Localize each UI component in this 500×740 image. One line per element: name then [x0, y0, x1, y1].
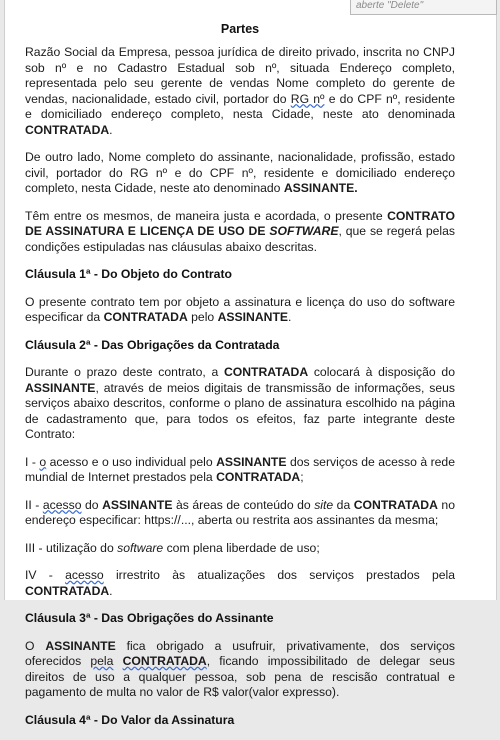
clause-2-item-i: I - o acesso e o uso individual pelo ASSINANTE dos serviços de acesso à rede mundial de Internet prestados pela CONTRATADA; [25, 454, 455, 484]
clause-3-text: O ASSINANTE fica obrigado a usufruir, privativamente, dos serviços oferecidos pela CONTRATADA, ficando impossibilitado de delegar seus direitos de uso a qualquer pessoa, sob pena de rescisão contratual e pagamento de multa no valor de R$ valor(valor expresso). [25, 638, 455, 699]
clause-2-intro: Durante o prazo deste contrato, a CONTRATADA colocará à disposição do ASSINANTE, através de meios digitais de transmissão de informações, seus serviços abaixo descritos, conforme o plano de assinatura escolhido na página de cadastramento que, para todos os efeitos, faz parte integrante deste Contrato: [25, 365, 455, 441]
comment-text: aberte "Delete" [356, 0, 424, 11]
clause-4-heading: Cláusula 4ª - Do Valor da Assinatura [25, 712, 235, 727]
document-page [4, 0, 497, 727]
spell-flag-acesso[interactable]: acesso [42, 497, 82, 512]
clause-1-text: O presente contrato tem por objeto a assinatura e licença do uso do software especificar da CONTRATADA pelo ASSINANTE. [25, 294, 455, 324]
spell-flag-pela[interactable]: pela [90, 654, 114, 668]
document-title: Partes [220, 22, 260, 36]
spell-flag-contratada[interactable]: CONTRATADA [122, 654, 207, 668]
paragraph-contratada-party: Razão Social da Empresa, pessoa jurídica de direito privado, inscrita no CNPJ sob nº e no Cadastro Estadual sob nº, situada Endereço completo, representada pelo seu gerente de vendas Nome completo do gerente de vendas, nacionalidade, estado civil, portador do RG nº e do CPF nº, residente e domiciliado endereço completo, nesta Cidade, neste ato denominada CONTRATADA. [25, 45, 455, 137]
spell-flag-o[interactable]: o [39, 454, 47, 469]
paragraph-agreement-intro: Têm entre os mesmos, de maneira justa e acordada, o presente CONTRATO DE ASSINATURA E LICENÇA DE USO DE SOFTWARE, que se regerá pelas condições estipuladas nas cláusulas abaixo descritas. [25, 208, 455, 254]
clause-2-heading: Cláusula 2ª - Das Obrigações da Contratada [25, 337, 280, 352]
comment-balloon[interactable] [350, 0, 497, 15]
clause-3-heading: Cláusula 3ª - Das Obrigações do Assinante [25, 611, 274, 625]
clause-2-item-ii: II - acesso do ASSINANTE às áreas de conteúdo do site da CONTRATADA no endereço especificar: https://..., aberta ou restrita aos assinantes da mesma; [25, 497, 455, 527]
paragraph-assinante-party: De outro lado, Nome completo do assinante, nacionalidade, profissão, estado civil, portador do RG nº e do CPF nº, residente e domiciliado endereço completo, nesta Cidade, neste ato denominado ASSINANTE. [25, 150, 455, 195]
clause-2-item-iii: III - utilização do software com plena liberdade de uso; [25, 540, 320, 555]
clause-1-heading: Cláusula 1ª - Do Objeto do Contrato [25, 267, 232, 281]
spell-flag-rg[interactable]: RG nº [290, 91, 325, 106]
document-body [25, 22, 455, 740]
clause-2-item-iv: IV - acesso irrestrito às atualizações dos serviços prestados pela CONTRATADA. [25, 568, 455, 598]
spell-flag-acesso-iv[interactable]: acesso [65, 568, 104, 582]
